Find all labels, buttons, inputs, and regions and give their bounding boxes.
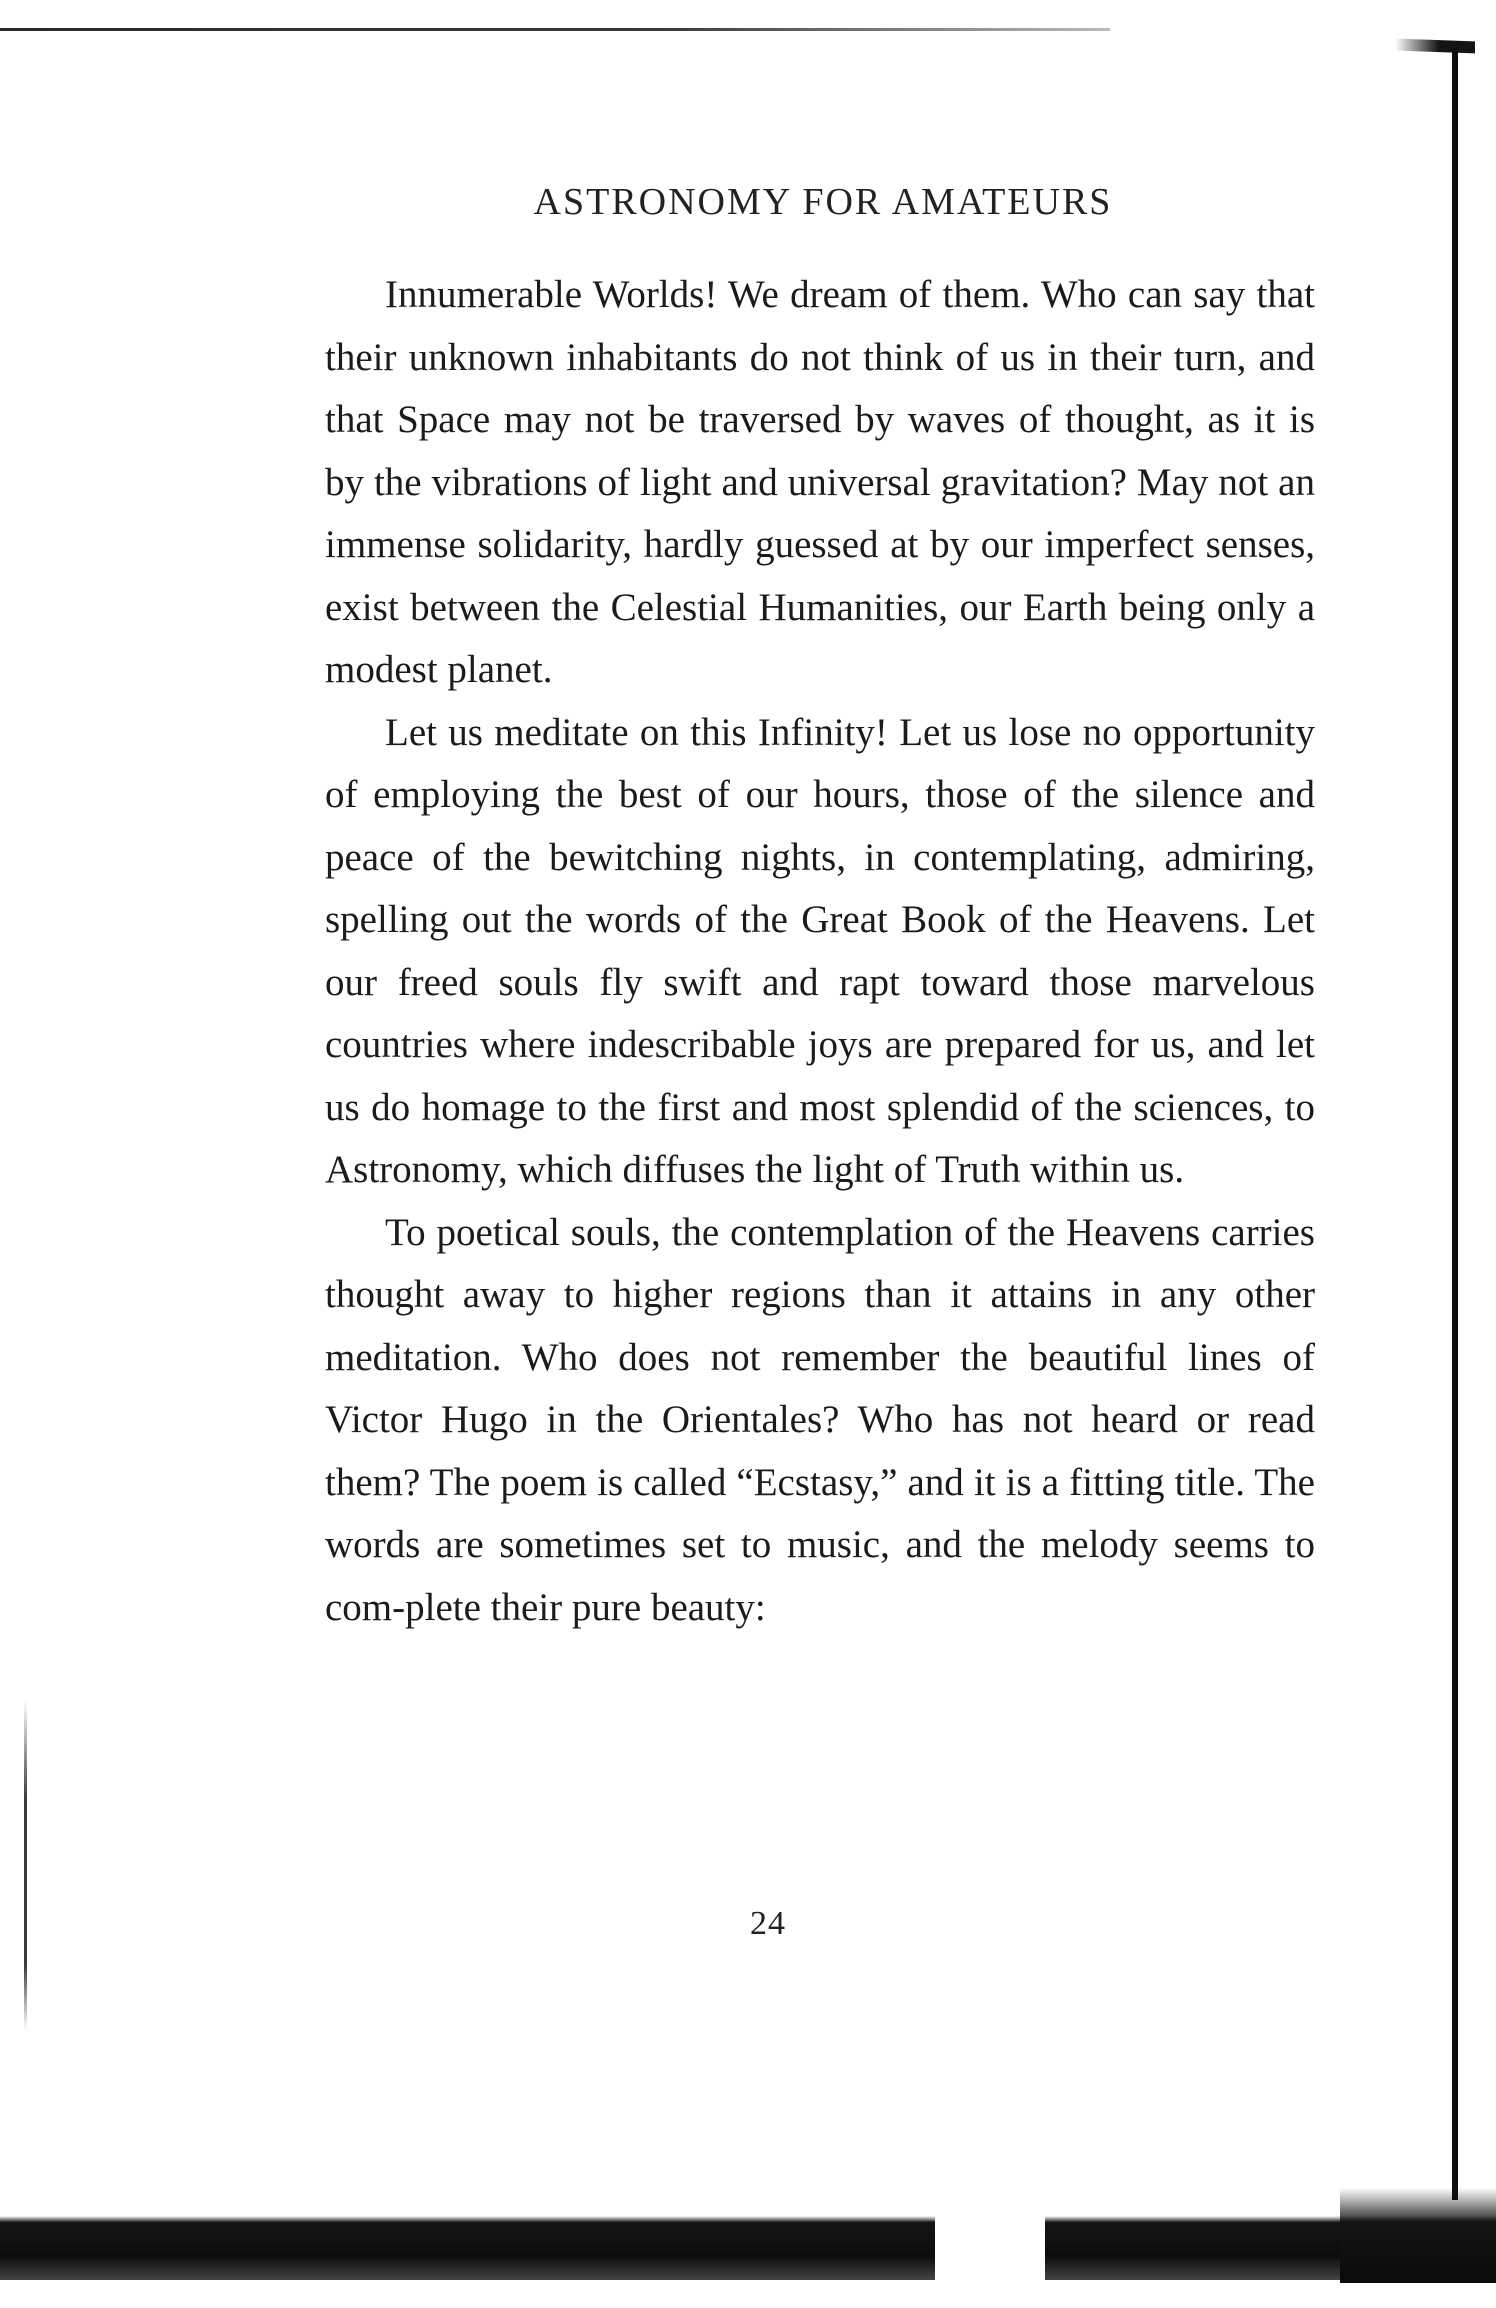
scan-right-edge-cap xyxy=(1395,39,1475,54)
scan-left-edge xyxy=(24,1700,27,2030)
paragraph-innumerable-worlds: Innumerable Worlds! We dream of them. Who can say that their unknown inhabitants do not think of us in their turn, and that Space may not be traversed by waves of thought, as it is by the vibrations of light and universal gravitation? May not an immense solidarity, hardly guessed at by our imperfect senses, exist between the Celestial Humanities, our Earth being only a modest planet. xyxy=(325,273,1315,691)
scan-top-rule xyxy=(0,28,1110,31)
scan-bottom-band xyxy=(0,2200,1496,2280)
running-head: ASTRONOMY FOR AMATEURS xyxy=(533,181,1113,223)
scan-right-edge xyxy=(1452,48,1458,2208)
body-text xyxy=(325,264,1315,1639)
page-number: 24 xyxy=(750,1905,786,1942)
scan-bottom-band-gap xyxy=(935,2210,1045,2285)
paragraph-meditate-infinity: Let us meditate on this Infinity! Let us lose no opportunity of employing the best of our hours, those of the silence and peace of the bewitching nights, in contemplating, admiring, spelling out the words of the Great Book of the Heavens. Let our freed souls fly swift and rapt toward those marvelous countries where indescribable joys are prepared for us, and let us do homage to the first and most splendid of the sciences, to Astronomy, which diffuses the light of Truth within us. xyxy=(325,710,1315,1191)
paragraph-poetical-souls: To poetical souls, the contemplation of the Heavens carries thought away to higher regions than it attains in any other meditation. Who does not remember the beautiful lines of Victor Hugo in the Orientales? Who has not heard or read them? The poem is called “Ecstasy,” and it is a fitting title. The words are sometimes set to music, and the melody seems to com-plete their pure beauty: xyxy=(325,1210,1315,1629)
scan-bottom-band-right xyxy=(1340,2188,1496,2283)
